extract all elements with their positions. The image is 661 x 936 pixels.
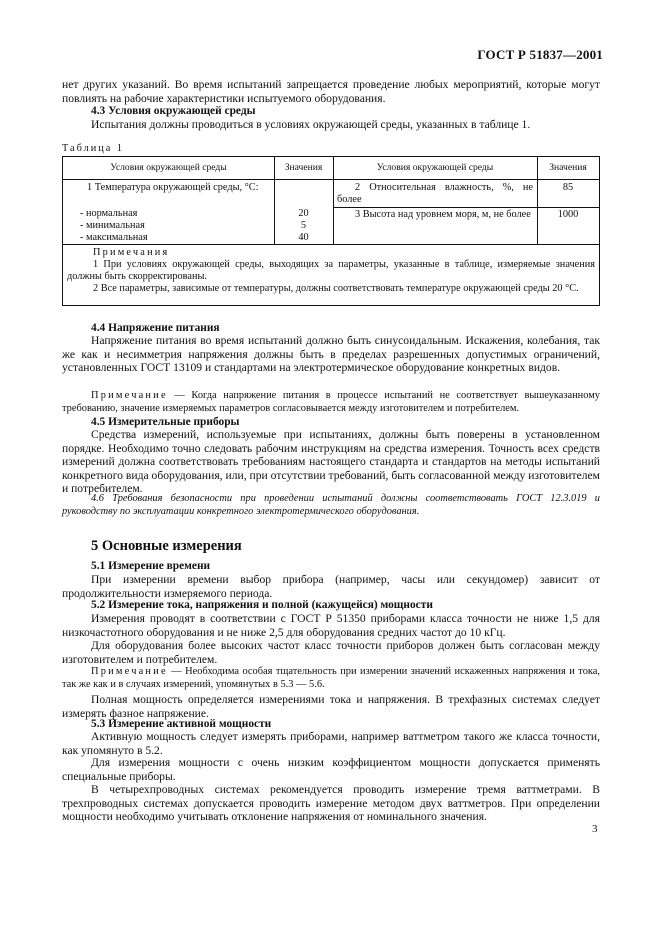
section-5-2-note (62, 665, 600, 691)
document-code-header: ГОСТ Р 51837—2001 (477, 47, 603, 62)
table-header-conditions-right: Условия окружающей среды (376, 162, 494, 173)
section-5-3-p1: Активную мощность следует измерять приборами, например ваттметром такого же класса точности, как упомянуто в 5.2. (62, 730, 600, 757)
table-header-values-right: Значения (549, 162, 587, 173)
page-number: 3 (592, 823, 598, 835)
note-text: — Необходима особая тщательность при измерении значений искаженных напряжения и тока, так же как и в случаях измерений, упомянутых в 5.3 — 5.6. (62, 666, 600, 690)
altitude-label: 3 Высота над уровнем моря, м, не более (355, 209, 531, 220)
temperature-max-value: 40 (298, 232, 309, 243)
section-4-5-text: Средства измерений, используемые при испытаниях, должны быть поверены в установленном порядке. Необходимо точно следовать рабочим инструкциям на средства измерения. Точность всех средств измерений должна соответствовать требованиям настоящего стандарта и стандартов на методы испытаний конкретного вида оборудования, или, при отсутствии требований, быть согласованной между изготовителем и потребителем. (62, 428, 600, 496)
note-text: — Когда напряжение питания в процессе испытаний не соответствует вышеуказанному требованию, значение измеряемых параметров согласовывается между изготовителем и потребителем. (62, 390, 600, 414)
humidity-label: 2 Относительная влажность, %, не более (337, 182, 533, 205)
temperature-max-label: - максимальная (80, 232, 148, 243)
table-header-values-left: Значения (284, 162, 323, 173)
table-notes-title: Примечания (93, 247, 170, 258)
table-note-2: 2 Все параметры, зависимые от температуры, должны соответствовать температуре окружающей среды 20 °C. (93, 283, 579, 294)
altitude-value: 1000 (557, 209, 579, 220)
table-header-conditions-left: Условия окружающей среды (110, 162, 227, 173)
note-label: Примечание (91, 666, 168, 677)
section-4-4-note (62, 389, 600, 415)
section-5-1-title: 5.1 Измерение времени (91, 560, 211, 572)
section-4-6-text: 4.6 Требования безопасности при проведении испытаний должны соответствовать ГОСТ 12.3.019 и руководству по эксплуатации конкретного электротермического оборудования. (62, 493, 600, 517)
environment-table (62, 156, 600, 306)
temperature-min-label: - минимальная (80, 220, 145, 231)
temperature-normal-label: - нормальная (80, 208, 138, 219)
temperature-min-value: 5 (300, 220, 307, 231)
section-5-2-p2: Для оборудования более высоких частот класс точности приборов должен быть согласован между изготовителем и потребителем. (62, 639, 600, 666)
section-5-3-p2: Для измерения мощности с очень низким коэффициентом мощности допускается применять специальные приборы. (62, 756, 600, 783)
section-5-2-p1: Измерения проводят в соответствии с ГОСТ Р 51350 приборами класса точности не ниже 1,5 для низкочастотного оборудования и не ниже 2,5 для оборудования средних частот до 10 кГц. (62, 612, 600, 639)
temperature-label: 1 Температура окружающей среды, °C: (87, 182, 259, 193)
humidity-value: 85 (562, 182, 574, 193)
section-5-1-text: При измерении времени выбор прибора (например, часы или секундомер) зависит от продолжительности измеряемого периода. (62, 573, 600, 600)
table-caption: Таблица 1 (62, 143, 125, 154)
section-4-3-text: Испытания должны проводиться в условиях окружающей среды, указанных в таблице 1. (91, 118, 531, 131)
section-5-2-title: 5.2 Измерение тока, напряжения и полной (кажущейся) мощности (91, 599, 433, 611)
table-note-1: 1 При условиях окружающей среды, выходящих за параметры, указанные в таблице, измеряемые значения должны быть скорректированы. (67, 259, 595, 282)
note-label: Примечание (91, 390, 168, 401)
section-4-3-title: 4.3 Условия окружающей среды (91, 105, 256, 117)
section-5-3-title: 5.3 Измерение активной мощности (91, 718, 272, 730)
section-4-5-title: 4.5 Измерительные приборы (91, 416, 240, 428)
intro-paragraph: нет других указаний. Во время испытаний запрещается проведение любых мероприятий, которые могут повлиять на рабочие характеристики испытуемого оборудования. (62, 78, 600, 105)
temperature-normal-value: 20 (298, 208, 309, 219)
section-5-title: 5 Основные измерения (91, 538, 242, 554)
section-5-3-p3: В четырехпроводных системах рекомендуется проводить измерение тремя ваттметрами. В трехпроводных системах допускается проводить измерение методом двух ваттметров. При определении мощности необходимо учитывать отклонение напряжения от номинального значения. (62, 783, 600, 824)
section-5-2-p3: Полная мощность определяется измерениями тока и напряжения. В трехфазных системах следует измерять фазное напряжение. (62, 693, 600, 720)
section-4-4-title: 4.4 Напряжение питания (91, 322, 220, 334)
section-4-4-text: Напряжение питания во время испытаний должно быть синусоидальным. Искажения, колебания, так же как и несимметрия напряжения должны быть в пределах разрешенных допустимых ограничений, установленных ГОСТ 13109 и стандартами на электротермическое оборудование конкретных видов. (62, 334, 600, 375)
